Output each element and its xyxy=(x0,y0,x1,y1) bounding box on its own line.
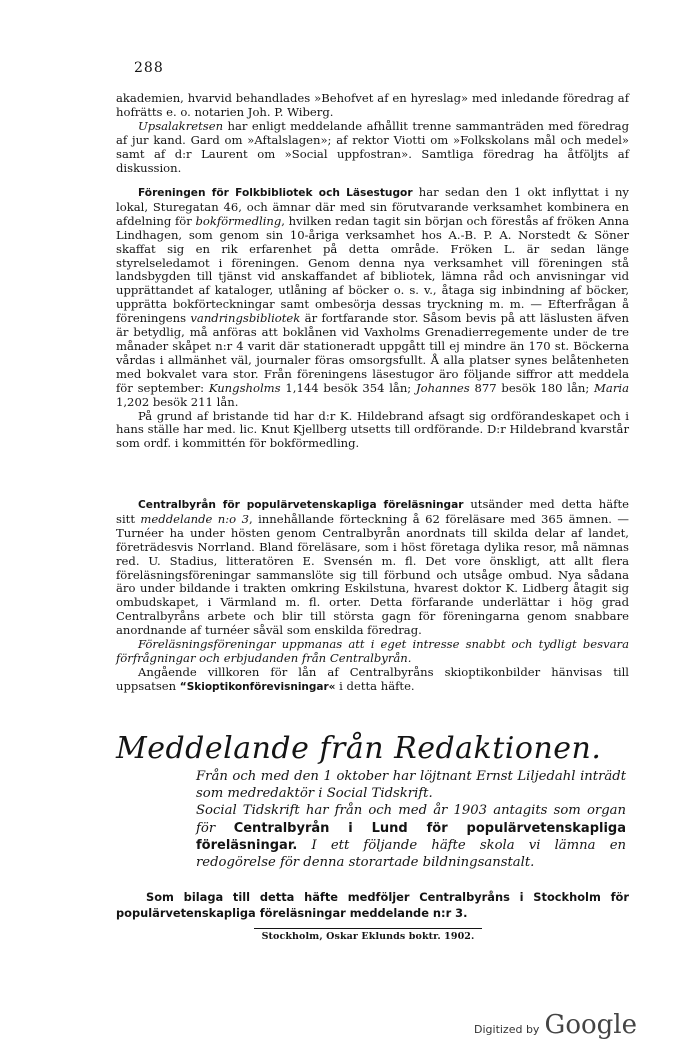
redaktion-heading: Meddelande från Redaktionen. xyxy=(116,731,602,766)
upsala-lead: Upsalakretsen xyxy=(138,118,224,133)
centralbyran-section xyxy=(116,498,629,695)
redaktion-notice xyxy=(196,768,626,871)
centralbyran-paragraph: Centralbyrån för populärvetenskapliga föreläsningar utsänder med detta häfte sitt meddelande n:o 3, innehållande förteckning å 62 föreläsare med 365 ämnen. — Turnéer ha under hösten genom Centralbyrån anordnats till skilda delar af landet, företrädesvis Norrland. Bland föreläsare, som i höst företaga dylika resor, må nämnas red. U. Stadius, litteratören E. Svensén m. fl. Det vore önskligt, att allt flera föreläsningsföreningar sammanslöte sig till förbund och utsåge ombud. Nya sådana äro under bildande i trakten omkring Eskilstuna, hvarest doktor K. Lidberg åtagit sig ombudskapet, i Värmland m. fl. orter. Detta förfarande underlättar i hög grad Centralbyråns arbete och blir till största gagn för föreningarna genom snabbare anordnande af turnéer såväl som enskilda föredrag. xyxy=(116,497,630,638)
liljedahl-line: Från och med den 1 oktober har löjtnant Ernst Liljedahl inträdt som medredaktör i Social Tidskrift. xyxy=(196,769,626,802)
skioptikon-paragraph: Angående villkoren för lån af Centralbyråns skioptikonbilder hänvisas till uppsatsen “Skioptikonförevisningar« i detta häfte. xyxy=(116,664,629,693)
digitized-prefix: Digitized by xyxy=(474,1023,540,1036)
digitized-watermark xyxy=(474,1010,637,1040)
foreningen-section xyxy=(116,186,629,451)
google-logo: Google xyxy=(544,1010,637,1040)
organ-line: Social Tidskrift har från och med år 1903 antagits som organ för Centralbyrån i Lund för populärvetenskapliga föreläsningar. I ett följande häfte skola vi lämna en redogörelse för denna storartade bildningsanstalt. xyxy=(196,803,626,871)
supplement-note: Som bilaga till detta häfte medföljer Centralbyråns i Stockholm för populärvetenskapliga föreläsningar meddelande n:r 3. xyxy=(116,890,629,920)
intro-paragraph: akademien, hvarvid behandlades »Behofvet af en hyreslag» med inledande föredrag af hofrätts e. o. notarien Joh. P. Wiberg. xyxy=(116,91,629,119)
page-number: 288 xyxy=(134,60,164,76)
imprint-rule xyxy=(254,928,482,929)
hildebrand-paragraph: På grund af bristande tid har d:r K. Hildebrand afsagt sig ordförandeskapet och i hans ställe har med. lic. Knut Kjellberg utsetts till ordförande. D:r Hildebrand kvarstår som ordf. i kommittén för bokförmedling. xyxy=(116,408,629,451)
upsala-paragraph: Upsalakretsen har enligt meddelande afhållit trenne sammanträden med föredrag af jur kand. Gard om »Aftalslagen»; af rektor Viotti om »Folkskolans mål och medel» samt af d:r Laurent om »Social uppfostran». Samtliga föredrag ha åtföljts af diskussion. xyxy=(116,118,629,175)
printer-line: Stockholm, Oskar Eklunds boktr. 1902. xyxy=(261,931,475,942)
centralbyran-lead: Centralbyrån för populärvetenskapliga föreläsningar xyxy=(138,499,464,511)
forelasnings-notice: Föreläsningsföreningar uppmanas att i eget intresse snabbt och tydligt besvara förfrågningar och erbjudanden från Centralbyrån. xyxy=(116,637,629,665)
intro-section xyxy=(116,92,629,175)
imprint xyxy=(254,928,482,942)
foreningen-paragraph: Föreningen för Folkbibliotek och Läsestugor har sedan den 1 okt inflyttat i ny lokal, Sturegatan 46, och ämnar där med sin förutvarande verksamhet kombinera en afdelning för bokförmedling, hvilken redan tagit sin början och förestås af fröken Anna Lindhagen, som genom sin 10-åriga verksamhet hos A.-B. P. A. Norstedt & Söner skaffat sig en rik erfarenhet på detta område. Fröken L. är sedan länge styrelseledamot i föreningen. Genom denna nya verksamhet vill föreningen stå landsbygden till tjänst vid anskaffandet af bibliotek, lämna råd och anvisningar vid upprättandet af kataloger, utlåning af böcker o. s. v., åtaga sig inbindning af böcker, upprätta bokförteckningar samt ombesörja dessas tryckning m. m. — Efterfrågan å föreningens vandringsbibliotek är fortfarande stor. Såsom bevis på att läslusten äfven är betydlig, må anföras att boklånen vid Vaxholms Grenadierregemente under de tre månader skåpet n:r 4 varit där stationeradt uppgått till ej mindre än 170 st. Böckerna vårdas i allmänhet väl, journaler föras omsorgsfullt. Å alla platser synes belåtenheten med bokvalet vara stor. Från föreningens läsestugor äro följande siffror att meddela för september: Kungsholms 1,144 besök 354 lån; Johannes 877 besök 180 lån; Maria 1,202 besök 211 lån. xyxy=(116,185,629,409)
foreningen-lead: Föreningen för Folkbibliotek och Läsestugor xyxy=(138,187,413,199)
